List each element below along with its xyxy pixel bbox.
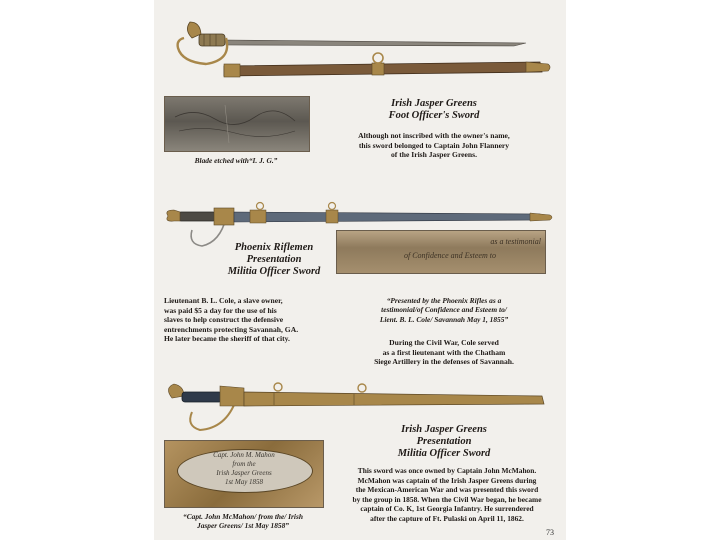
section2-quote-line: testimonial/of Confidence and Esteem to/ (381, 305, 507, 315)
section3-title-line: Presentation (416, 436, 472, 447)
section2-body-line: was paid $5 a day for the use of his (164, 305, 277, 315)
section2-body-line: slaves to help construct the defensive (164, 315, 284, 325)
section3-title (364, 424, 524, 460)
sword-grip (199, 34, 225, 46)
section3-body-line: the Mexican-American War and was presented this sword (355, 485, 539, 495)
section3-caption-line: “Capt. John McMahon/ from the/ Irish (183, 512, 303, 521)
section2-body-line: entrenchments protecting Savannah, GA. (164, 324, 299, 334)
section3-body-line: after the capture of Ft. Pulaski on April 11, 1862. (370, 513, 524, 523)
section3-body (334, 466, 560, 524)
presentation-inscription-photo (336, 230, 546, 274)
section1-body-line: of the Irish Jasper Greens. (391, 150, 477, 160)
section3-body-line: by the group in 1858. When the Civil War began, he became (352, 494, 542, 504)
section1-body-line: Although not inscribed with the owner's name, (358, 131, 510, 140)
section2-body-line: Lieutenant B. L. Cole, a slave owner, (164, 296, 283, 305)
section3-caption-line: Jasper Greens/ 1st May 1858” (197, 521, 289, 531)
catalog-page (154, 0, 566, 540)
page-number: 73 (546, 528, 554, 537)
section2-title-line: Phoenix Riflemen (234, 242, 314, 253)
section2-note (350, 338, 538, 367)
scabbard (234, 212, 542, 222)
engraved-plate-photo (164, 440, 324, 508)
engraving-line: Capt. John M. Mahon (213, 451, 275, 459)
section2-quote (350, 296, 538, 324)
section2-note-line: as a first lieutenant with the Chatham (382, 347, 506, 357)
section2-body-line: He later became the sheriff of that city. (164, 334, 290, 344)
engraving-line: from the (232, 460, 256, 468)
section2-note-line: During the Civil War, Cole served (389, 338, 499, 347)
section2-note-line: Siege Artillery in the defenses of Savannah. (374, 357, 514, 367)
sword-grip (182, 392, 222, 402)
section3-body-line: McMahon was captain of the Irish Jasper Greens during (357, 475, 537, 485)
foot-officer-sword-photo (154, 0, 566, 90)
engraving-text (177, 451, 311, 487)
section2-quote-line: “Presented by the Phoenix Rifles as a (386, 296, 502, 305)
section1-title-line1: Irish Jasper Greens (391, 98, 477, 109)
section3-caption (160, 512, 326, 531)
section2-title (214, 242, 334, 278)
section2-title-line: Militia Officer Sword (227, 266, 321, 277)
engraving-line2: of Confidence and Esteem to (404, 251, 496, 260)
sword-grip (178, 212, 216, 221)
blade-closeup-photo (164, 96, 310, 152)
engraving-line: 1st May 1858 (224, 478, 264, 486)
section1-title-line2: Foot Officer's Sword (388, 110, 480, 121)
engraving-line1: as a testimonial (490, 237, 541, 246)
section2-body (164, 296, 340, 344)
section1-body-line: this sword belonged to Captain John Flannery (358, 140, 510, 150)
section2-title-line: Presentation (246, 254, 302, 265)
engraving-line: Irish Jasper Greens (216, 469, 272, 477)
section3-title-line: Irish Jasper Greens (401, 424, 487, 435)
scabbard (244, 392, 544, 406)
section2-quote-line: Lient. B. L. Cole/ Savannah May 1, 1855” (379, 314, 509, 324)
section3-body-line: captain of Co. K, 1st Georgia Infantry. He surrendered (360, 504, 534, 514)
section3-title-line: Militia Officer Sword (397, 448, 491, 459)
section3-body-line: This sword was once owned by Captain John McMahon. (357, 466, 537, 475)
section1-body (322, 131, 546, 160)
blade-caption: Blade etched with“I. J. G.” (194, 156, 278, 165)
sword-blade (226, 40, 526, 46)
